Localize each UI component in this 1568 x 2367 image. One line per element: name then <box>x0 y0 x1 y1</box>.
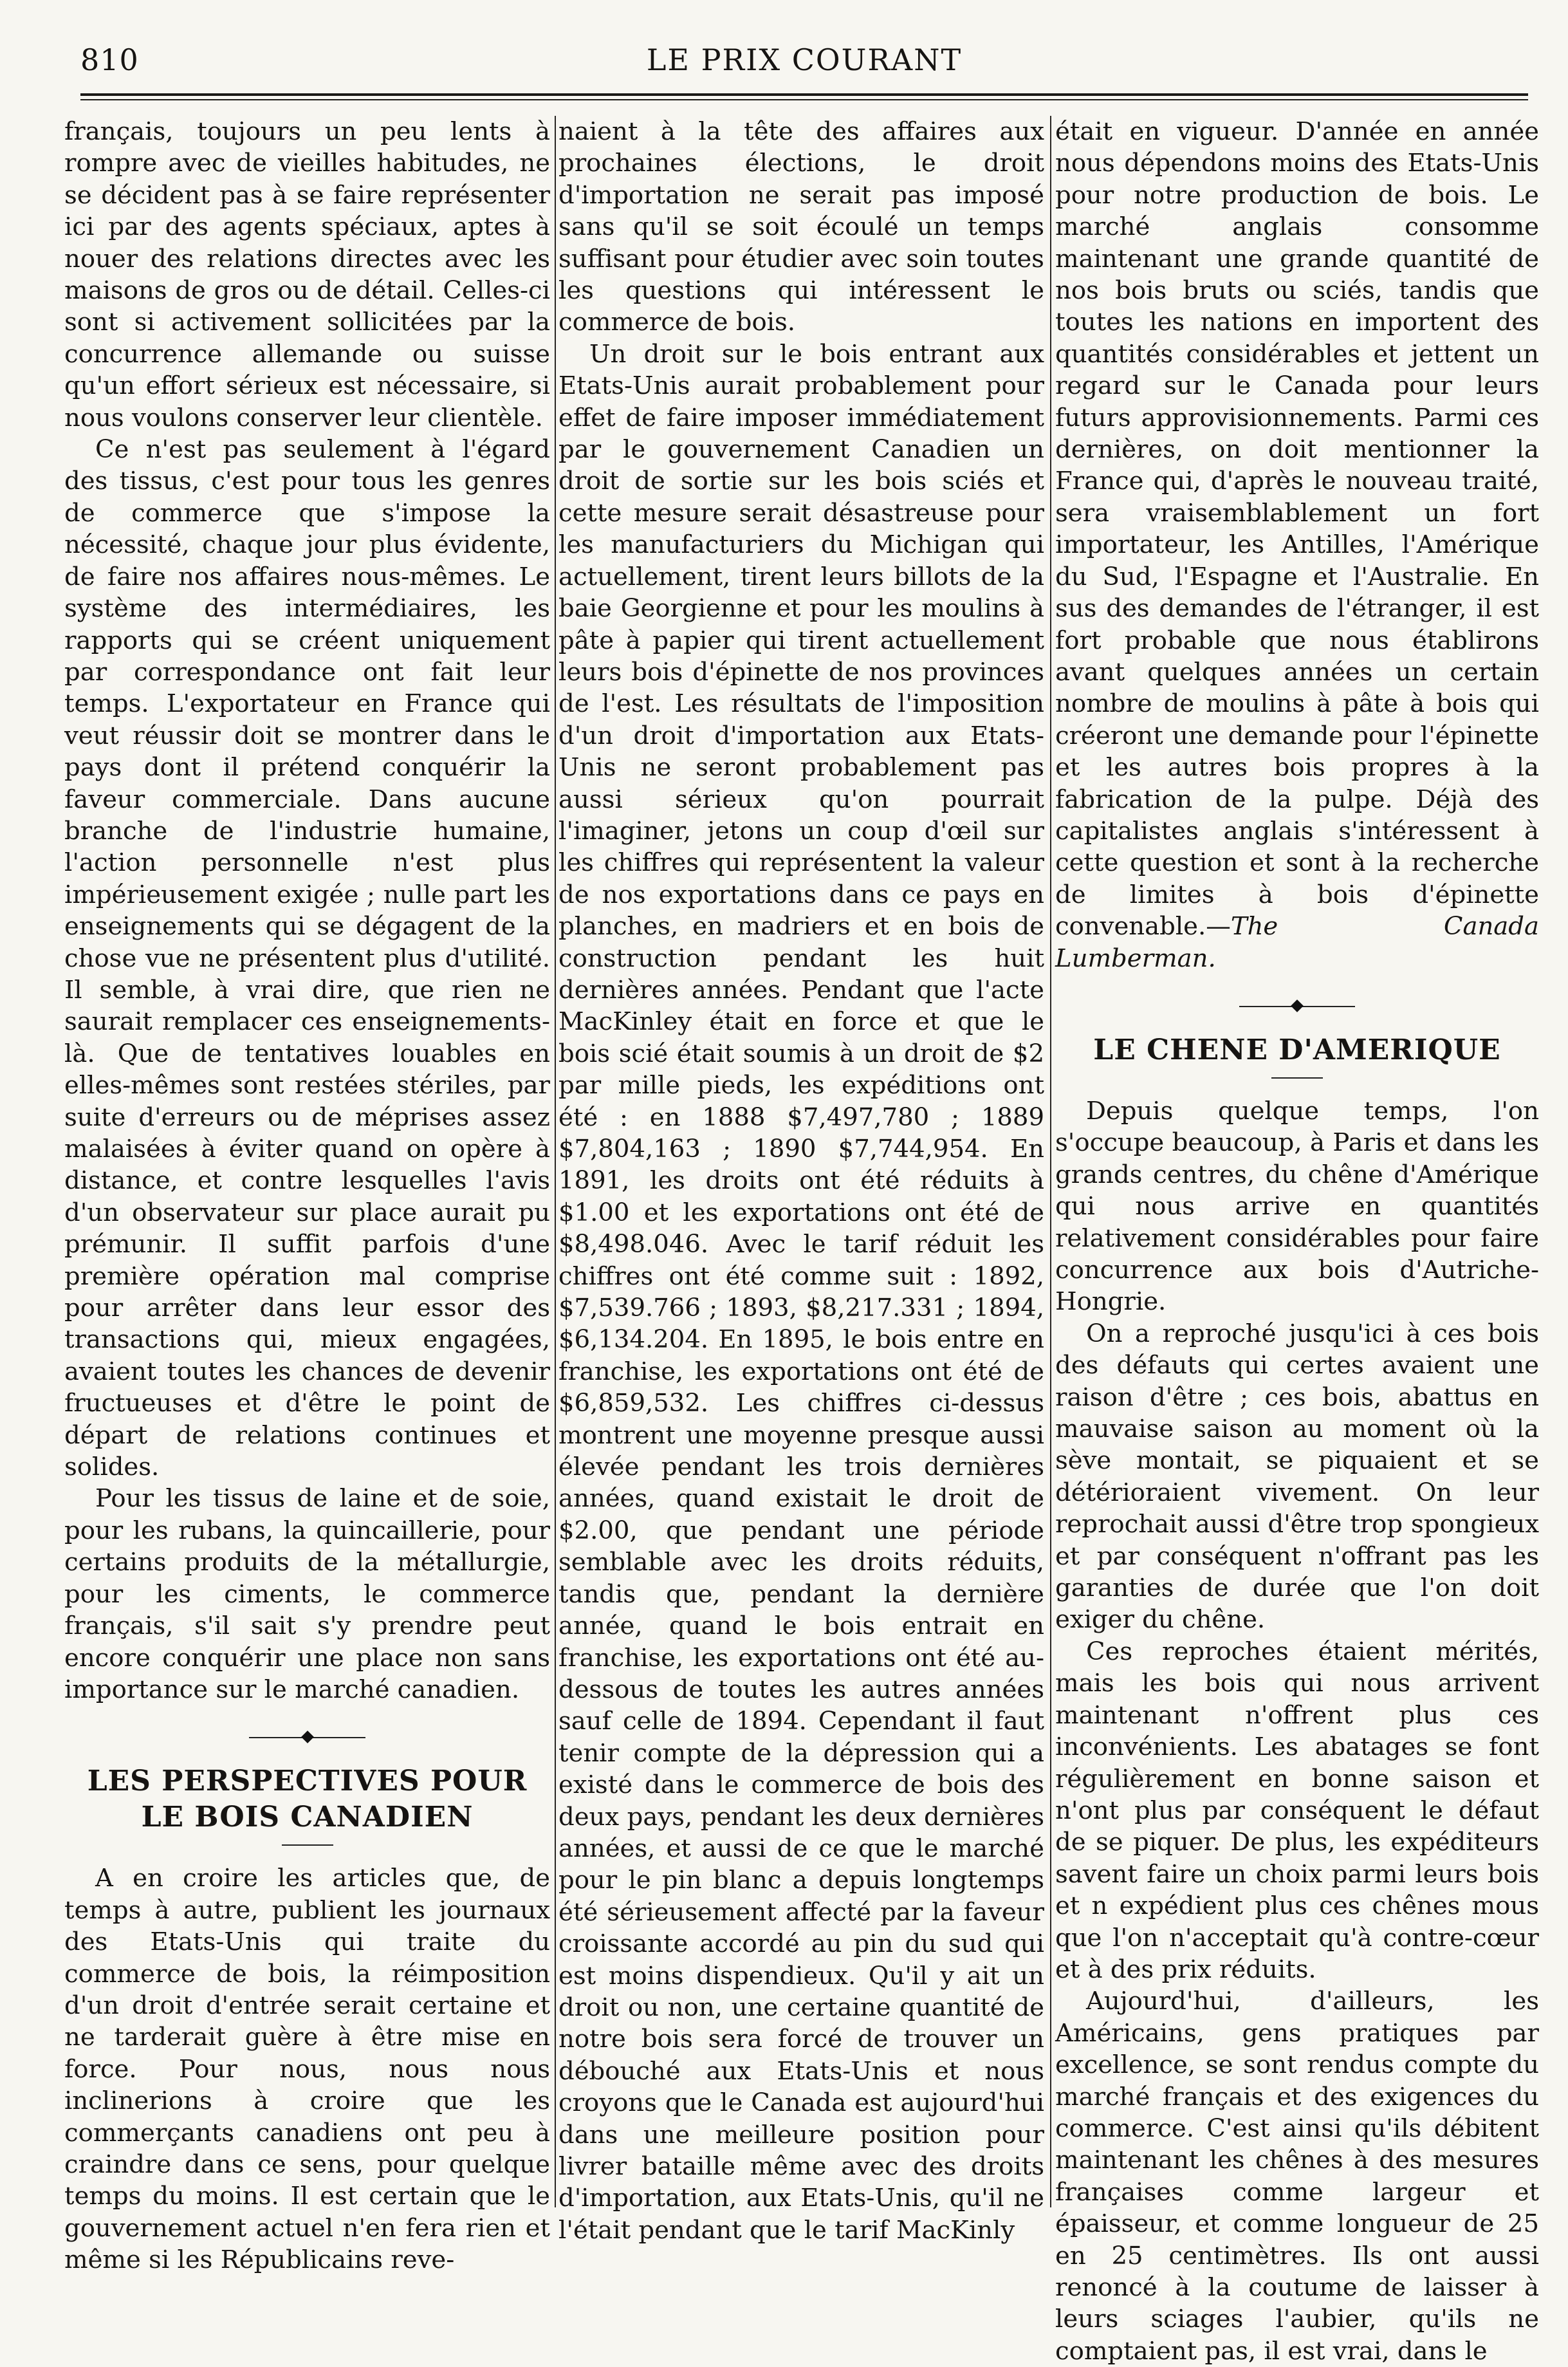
section-heading: LES PERSPECTIVES POUR LE BOIS CANADIEN <box>87 1765 528 1834</box>
header-rule <box>80 93 1528 96</box>
section-ornament <box>1055 1000 1539 1013</box>
paragraph: naient à la tête des affaires aux prochaines élections, le droit d'importation ne serait pas imposé sans qu'il se soit écoulé un temps suffisant pour étudier avec soin toutes les questions qui intéressent le commerce de bois. <box>558 117 1044 337</box>
heading-rule <box>1271 1077 1323 1079</box>
column-divider <box>1050 116 1051 2207</box>
page-header <box>80 37 1528 89</box>
diamond-ornament-icon <box>301 1731 314 1743</box>
paragraph: Ce n'est pas seulement à l'égard des tissus, c'est pour tous les genres de commerce que s'impose la nécessité, chaque jour plus évidente, de faire nos affaires nous-mêmes. Le système des intermédiaires, les rapports qui se créent uniquement par correspondance ont fait leur temps. L'exportateur en France qui veut réussir doit se montrer dans le pays dont il prétend conquérir la faveur commerciale. Dans aucune branche de l'industrie humaine, l'action personnelle n'est plus impérieusement exigée ; nulle part les enseignements qui se dégagent de la chose vue ne présentent plus d'utilité. Il semble, à vrai dire, que rien ne saurait remplacer ces enseignements-là. Que de tentatives louables en elles-mêmes sont restées stériles, par suite d'erreurs ou de méprises assez malaisées à éviter quand on opère à distance, et contre lesquelles l'avis d'un observateur sur place aurait pu prémunir. Il suffit parfois d'une première opération mal comprise pour arrêter dans leur essor des transactions qui, mieux engagées, avaient toutes les chances de devenir fructueuses et d'être le point de départ de relations continues et solides. <box>64 435 550 1482</box>
paragraph: On a reproché jusqu'ici à ces bois des défauts qui certes avaient une raison d'être ; ces bois, abattus en mauvaise saison au moment où la sève montait, se piquaient et se détérioraient vivement. On leur reprochait aussi d'être trop spongieux et par conséquent n'offrant pas les garanties de durée que l'on doit exiger du chêne. <box>1055 1319 1539 1635</box>
paragraph: Ces reproches étaient mérités, mais les bois qui nous arrivent maintenant n'offrent plus ces inconvénients. Les abatages se font régulièrement en bonne saison et n'ont plus par conséquent le défaut de se piquer. De plus, les expéditeurs savent faire un choix parmi leurs bois et n expédient plus ces chênes mous que l'on n'acceptait qu'à contre-cœur et à des prix réduits. <box>1055 1637 1539 1984</box>
section-heading: LE CHENE D'AMERIQUE <box>1093 1033 1501 1066</box>
column-3 <box>1055 116 1539 2366</box>
column-1 <box>64 116 550 2275</box>
diamond-ornament-icon <box>1291 999 1304 1012</box>
heading-rule <box>282 1844 333 1846</box>
page-number: 810 <box>80 42 139 77</box>
paragraph: français, toujours un peu lents à rompre avec de vieilles habitudes, ne se décident pas à se faire représenter ici par des agents spéciaux, aptes à nouer des relations directes avec les maisons de gros ou de détail. Celles-ci sont si activement sollicitées par la concurrence allemande ou suisse qu'un effort sérieux est nécessaire, si nous voulons conserver leur clientèle. <box>64 117 550 432</box>
column-divider <box>555 116 556 2207</box>
article-source: The Canada Lumberman. <box>1055 912 1539 973</box>
paragraph <box>1055 116 1539 974</box>
paragraph: Un droit sur le bois entrant aux Etats-Unis aurait probablement pour effet de faire imposer immédiatement par le gouvernement Canadien un droit de sortie sur les bois sciés et cette mesure serait désastreuse pour les manufacturiers du Michigan qui actuellement, tirent leurs billots de la baie Georgienne et pour les moulins à pâte à papier qui tirent actuellement leurs bois d'épinette de nos provinces de l'est. Les résultats de l'imposition d'un droit d'importation aux Etats-Unis ne seront probablement pas aussi sérieux qu'on pourrait l'imaginer, jetons un coup d'œil sur les chiffres qui représentent la valeur de nos exportations dans ce pays en planches, en madriers et en bois de construction pendant les huit dernières années. Pendant que l'acte MacKinley était en force et que le bois scié était soumis à un droit de $2 par mille pieds, les expéditions ont été : en 1888 $7,497,780 ; 1889 $7,804,163 ; 1890 $7,744,954. En 1891, les droits ont été réduits à $1.00 et les exportations ont été de $8,498.046. Avec le tarif réduit les chiffres ont été comme suit : 1892, $7,539.766 ; 1893, $8,217.331 ; 1894, $6,134.204. En 1895, le bois entre en franchise, les exportations ont été de $6,859,532. Les chiffres ci-dessus montrent une moyenne presque aussi élevée pendant les trois dernières années, quand existait le droit de $2.00, que pendant une période semblable avec les droits réduits, tandis que, pendant la dernière année, quand le bois entrait en franchise, les exportations ont été au-dessous de toutes les autres années sauf celle de 1894. Cependant il faut tenir compte de la dépression qui a existé dans le commerce de bois des deux pays, pendant les deux dernières années, et aussi de ce que le marché pour le pin blanc a depuis longtemps été sérieusement affecté par la faveur croissante accordé au pin du sud qui est moins dispendieux. Qu'il y ait un droit ou non, une certaine quantité de notre bois sera forcé de trouver un débouché aux Etats-Unis et nous croyons que le Canada est aujourd'hui dans une meilleure position pour livrer bataille même avec des droits d'importation, aux Etats-Unis, qu'il ne l'était pendant que le tarif MacKinly <box>558 339 1044 2245</box>
paragraph-text: était en vigueur. D'année en année nous dépendons moins des Etats-Unis pour notre production de bois. Le marché anglais consomme maintenant une grande quantité de nos bois bruts ou sciés, tandis que toutes les nations en importent des quantités considérables et jettent un regard sur le Canada pour leurs futurs approvisionnements. Parmi ces dernières, on doit mentionner la France qui, d'après le nouveau traité, sera vraisemblablement un fort importateur, les Antilles, l'Amérique du Sud, l'Espagne et l'Australie. En sus des demandes de l'étranger, il est fort probable que nous établirons avant quelques années un certain nombre de moulins à pâte à bois qui créeront une demande pour l'épinette et les autres bois propres à la fabrication de la pulpe. Déjà des capitalistes anglais s'intéressent à cette question et sont à la recherche de limites à bois d'épinette convenable.— <box>1055 117 1539 942</box>
column-2 <box>558 116 1044 2245</box>
journal-title: LE PRIX COURANT <box>646 42 963 77</box>
paragraph: Depuis quelque temps, l'on s'occupe beaucoup, à Paris et dans les grands centres, du chêne d'Amérique qui nous arrive en quantités relativement considérables pour faire concurrence aux bois d'Autriche-Hongrie. <box>1055 1096 1539 1317</box>
section-ornament <box>64 1731 550 1744</box>
paragraph: Aujourd'hui, d'ailleurs, les Américains, gens pratiques par excellence, se sont rendus compte du marché français et des exigences du commerce. C'est ainsi qu'ils débitent maintenant les chênes à des mesures françaises comme largeur et épaisseur, et comme longueur de 25 en 25 centimètres. Ils ont aussi renoncé à la coutume de laisser à leurs sciages l'aubier, qu'ils ne comptaient pas, il est vrai, dans le <box>1055 1987 1539 2366</box>
header-rule-thin <box>80 99 1528 100</box>
paragraph: A en croire les articles que, de temps à autre, publient les journaux des Etats-Unis qui traite du commerce de bois, la réimposition d'un droit d'entrée serait certaine et ne tarderait guère à être mise en force. Pour nous, nous nous inclinerions à croire que les commerçants canadiens ont peu à craindre dans ce sens, pour quelque temps du moins. Il est certain que le gouvernement actuel n'en fera rien et même si les Républicains reve- <box>64 1864 550 2275</box>
paragraph: Pour les tissus de laine et de soie, pour les rubans, la quincaillerie, pour certains produits de la métallurgie, pour les ciments, le commerce français, s'il sait s'y prendre peut encore conquérir une place non sans importance sur le marché canadien. <box>64 1484 550 1704</box>
